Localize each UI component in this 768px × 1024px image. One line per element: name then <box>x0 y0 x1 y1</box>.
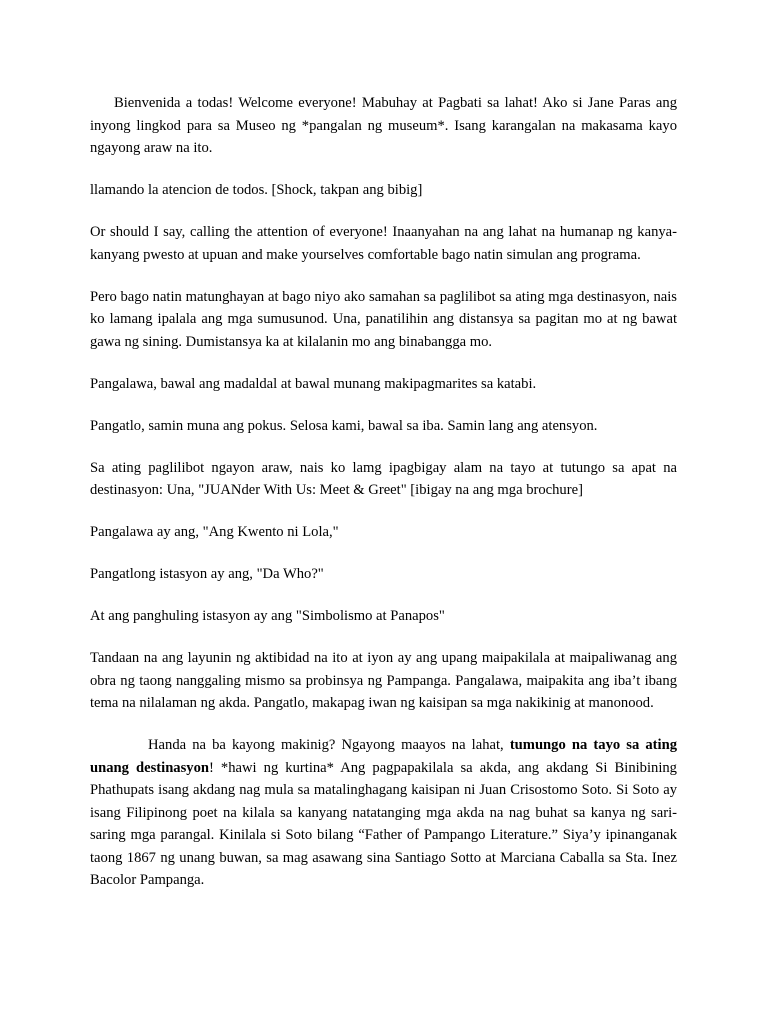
paragraph-rule-three: Pangatlo, samin muna ang pokus. Selosa kami, bawal sa iba. Samin lang ang atensyon. <box>90 417 598 434</box>
introduction-bold-text: tumungo na tayo sa ating unang destinasyon <box>90 737 677 776</box>
paragraph-reminders: Pero bago natin matunghayan at bago niyo ako samahan sa paglilibot sa ating mga destinasyon, nais ko lamang ipalala ang mga sumusunod. Una, panatilihin ang distansya sa pagitan mo at ng bawat gawa ng sining. Dumistansya ka at kilalanin mo ang binabangga mo. <box>90 288 677 350</box>
paragraph-destinations: Sa ating paglilibot ngayon araw, nais ko lamg ipagbigay alam na tayo at tutungo sa apat na destinasyon: Una, "JUANder With Us: Meet & Greet" [ibigay na ang mga brochure] <box>90 459 677 498</box>
paragraph-station-three: Pangatlong istasyon ay ang, "Da Who?" <box>90 566 324 582</box>
paragraph-station-four: At ang panghuling istasyon ay ang "Simbolismo at Panapos" <box>90 608 445 624</box>
paragraph-attention-english: Or should I say, calling the attention of everyone! Inaanyahan na ang lahat na humanap ng kanya-kanyang pwesto at upuan and make yourselves comfortable bago natin simulan ang programa. <box>90 224 677 263</box>
paragraph-objectives: Tandaan na ang layunin ng aktibidad na ito at iyon ay ang upang maipakilala at maipaliwanag ang obra ng taong nanggaling mismo sa probinsya ng Pampanga. Pangalawa, maipakita ang iba’t ibang tema na nilalaman ng akda. Pangatlo, makapag iwan ng kaisipan sa mga nakikinig at manonood. <box>90 650 677 711</box>
paragraph-welcome: Bienvenida a todas! Welcome everyone! Mabuhay at Pagbati sa lahat! Ako si Jane Paras ang inyong lingkod para sa Museo ng *pangalan ng museum*. Isang karangalan na makasama kayo ngayong araw na ito. <box>90 95 677 156</box>
paragraph-attention-spanish: llamando la atencion de todos. [Shock, takpan ang bibig] <box>90 182 423 198</box>
paragraph-station-two: Pangalawa ay ang, "Ang Kwento ni Lola," <box>90 524 339 540</box>
paragraph-introduction <box>90 734 677 892</box>
document-page <box>90 92 677 911</box>
introduction-text-end: ! *hawi ng kurtina* Ang pagpapakilala sa akda, ang akdang Si Binibining Phathupats isang akdang nag mula sa matalinghagang kaisipan ni Juan Crisostomo Soto. Si Soto ay isang Filipinong poet na kilala sa kanyang natatanging mga akda na nag buhat sa kanya ng sari-saring mga parangal. Kinilala si Soto bilang “Father of Pampango Literature.” Siya’y ipinanganak taong 1867 ng unang buwan, sa mag asawang sina Santiago Sotto at Marciana Caballa sa Sta. Inez Bacolor Pampanga. <box>90 759 677 888</box>
introduction-text-start: Handa na ba kayong makinig? Ngayong maayos na lahat, <box>148 737 510 753</box>
paragraph-rule-two: Pangalawa, bawal ang madaldal at bawal munang makipagmarites sa katabi. <box>90 375 537 392</box>
